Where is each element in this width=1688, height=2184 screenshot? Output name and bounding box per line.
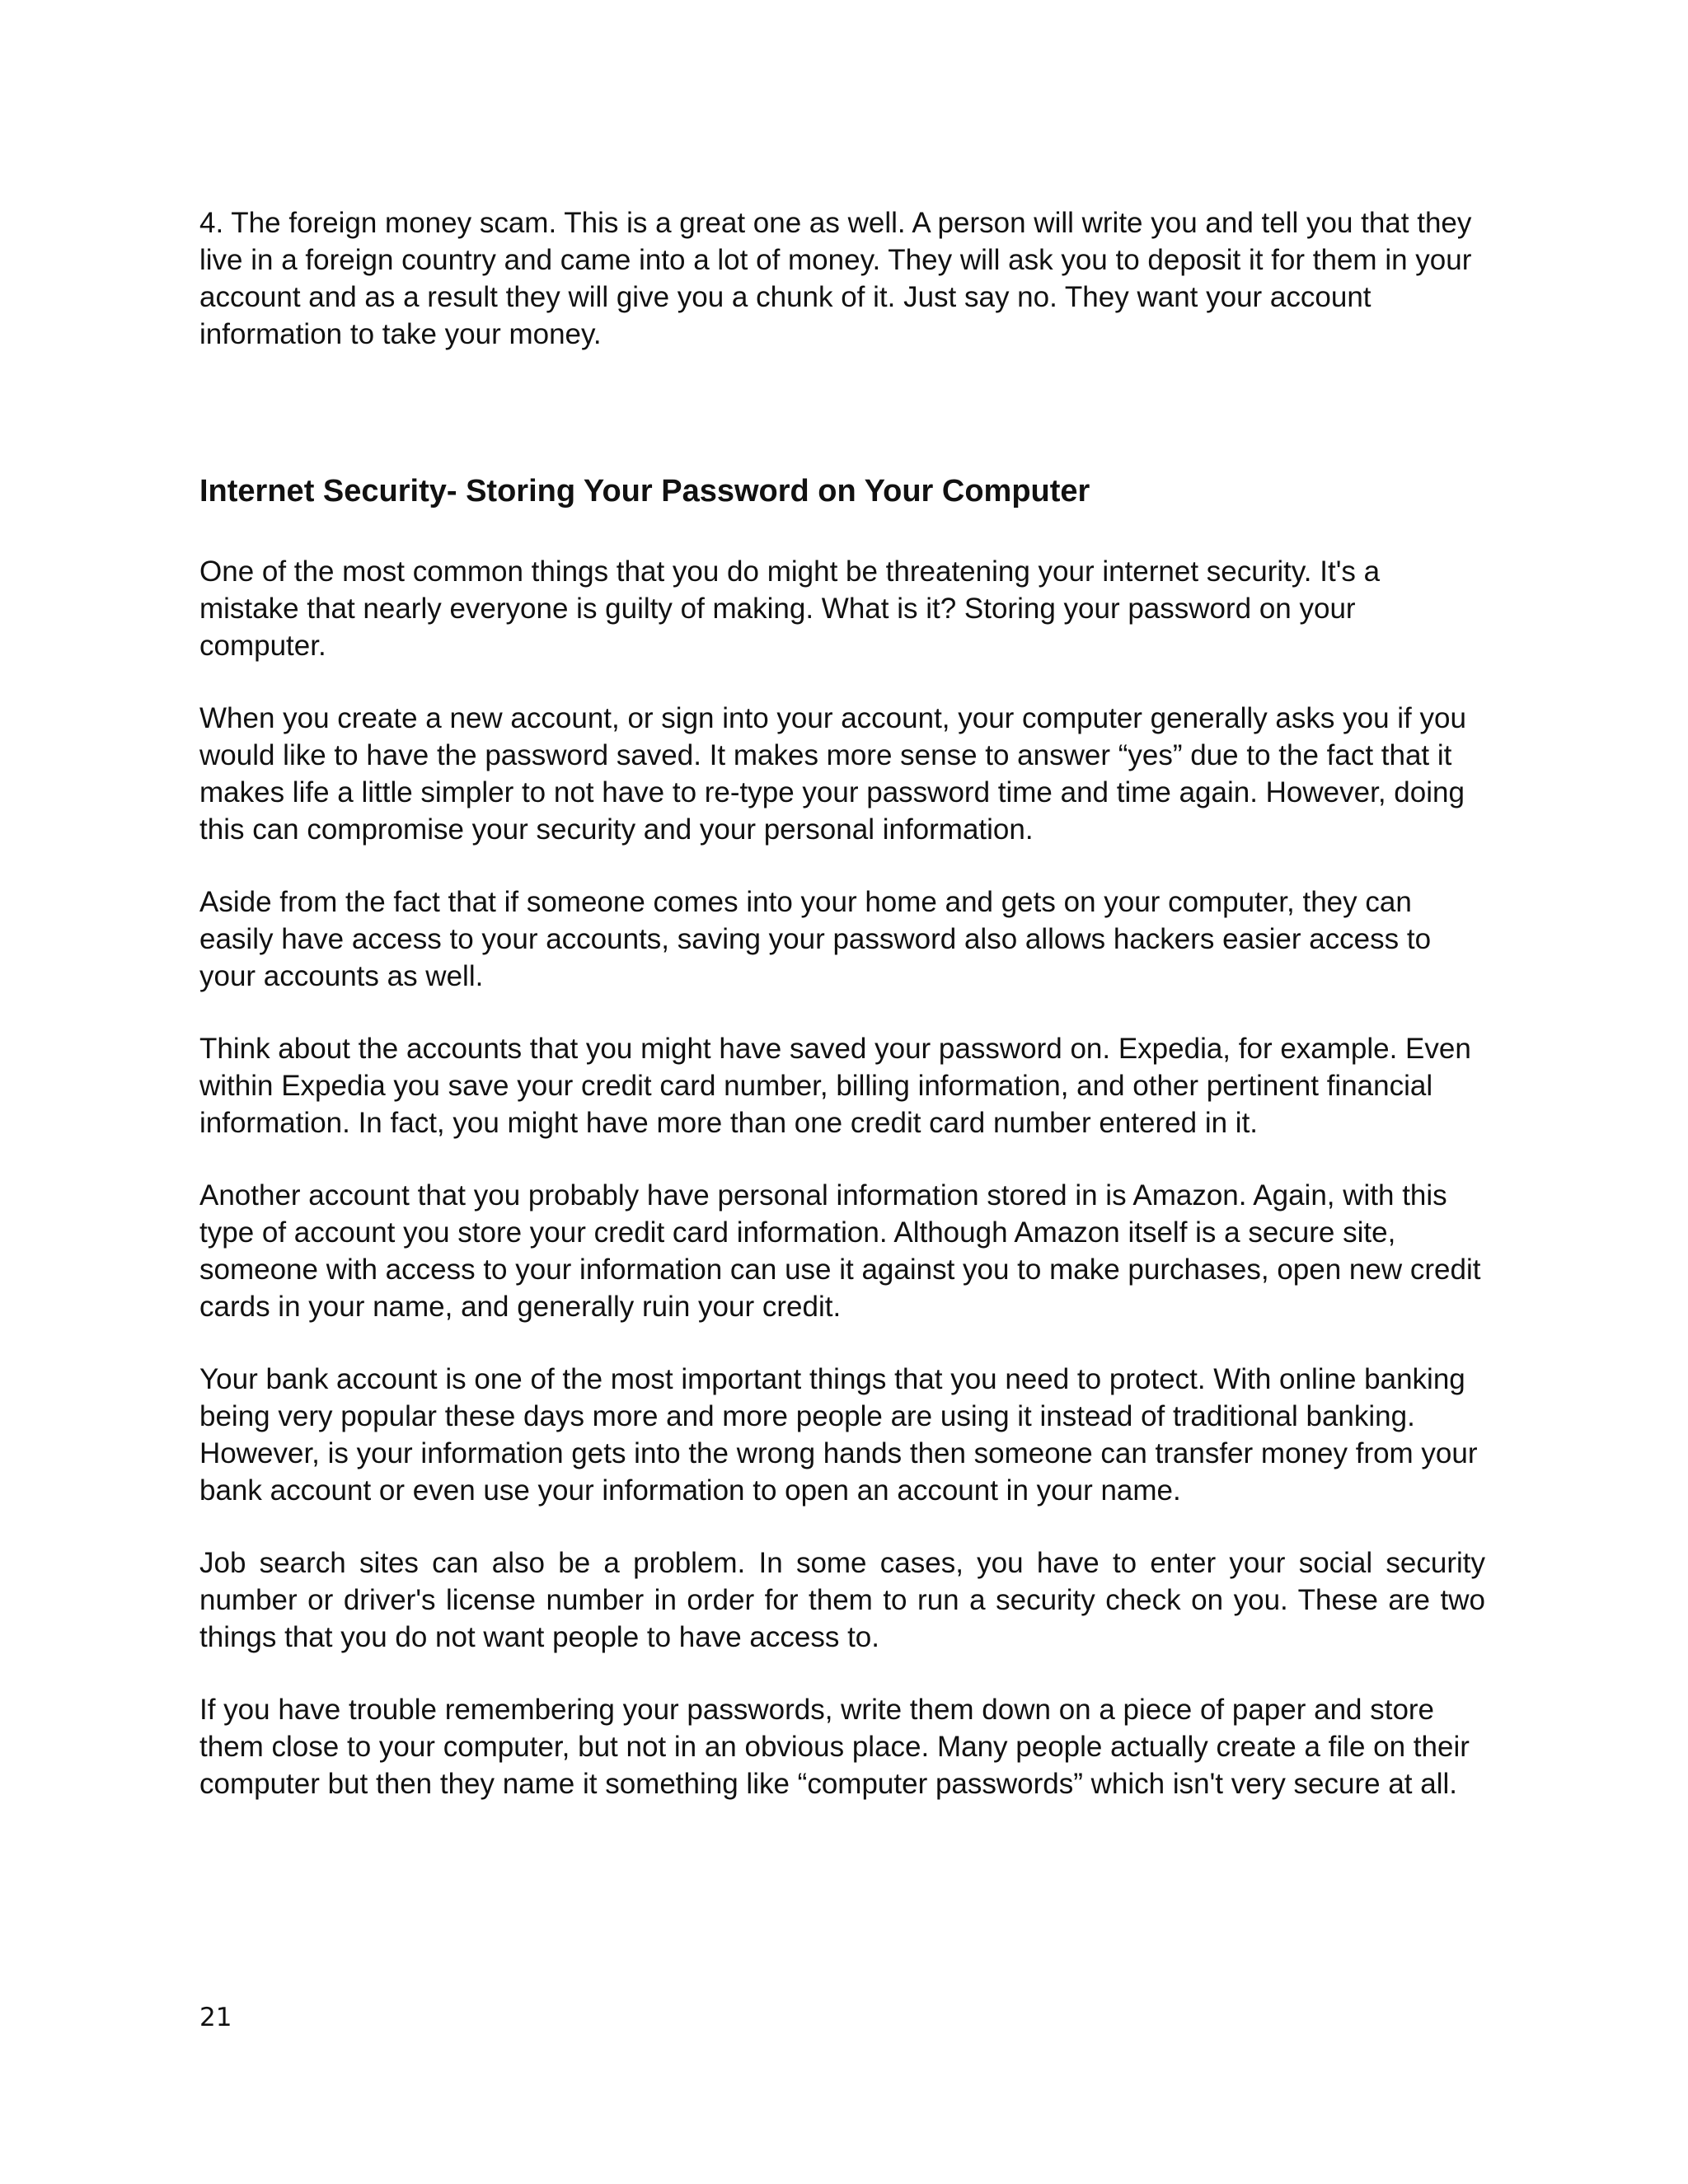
- body-paragraph-6: Your bank account is one of the most important things that you need to protect. With online banking being very popular these days more and more people are using it instead of traditional banking. However, is your information gets into the wrong hands then someone can transfer money from your bank account or even use your information to open an account in your name.: [199, 1363, 1478, 1507]
- body-paragraph-3: Aside from the fact that if someone comes into your home and gets on your computer, they can easily have access to your accounts, saving your password also allows hackers easier access to your accounts as well.: [199, 886, 1432, 992]
- body-paragraph-7: Job search sites can also be a problem. In some cases, you have to enter your social security number or driver's license number in order for them to run a security check on you. These are two things that you do not want people to have access to.: [199, 1547, 1485, 1653]
- intro-paragraph: 4. The foreign money scam. This is a great one as well. A person will write you and tell you that they live in a foreign country and came into a lot of money. They will ask you to deposit it for them in your account and as a result they will give you a chunk of it. Just say no. They want your account information to take your money.: [199, 207, 1472, 350]
- body-paragraph-2: When you create a new account, or sign into your account, your computer generally asks you if you would like to have the password saved. It makes more sense to answer “yes” due to the fact that it makes life a little simpler to not have to re-type your password time and time again. However, doing this can compromise your security and your personal information.: [199, 702, 1466, 846]
- body-paragraph-1: One of the most common things that you do might be threatening your internet security. It's a mistake that nearly everyone is guilty of making. What is it? Storing your password on your computer.: [199, 555, 1381, 662]
- section-heading: Internet Security- Storing Your Password on Your Computer: [199, 474, 1090, 509]
- body-paragraph-8: If you have trouble remembering your passwords, write them down on a piece of paper and store them close to your computer, but not in an obvious place. Many people actually create a file on their computer but then they name it something like “computer passwords” which isn't very secure at all.: [199, 1694, 1470, 1800]
- page-number: 21: [199, 2003, 232, 2032]
- page-content: [199, 204, 1485, 1802]
- section-body: [199, 553, 1485, 1802]
- body-paragraph-4: Think about the accounts that you might have saved your password on. Expedia, for example. Even within Expedia you save your credit card number, billing information, and other pertinent financial information. In fact, you might have more than one credit card number entered in it.: [199, 1033, 1471, 1139]
- body-paragraph-5: Another account that you probably have personal information stored in is Amazon. Again, with this type of account you store your credit card information. Although Amazon itself is a secure site, someone with access to your information can use it against you to make purchases, open new credit cards in your name, and generally ruin your credit.: [199, 1179, 1481, 1323]
